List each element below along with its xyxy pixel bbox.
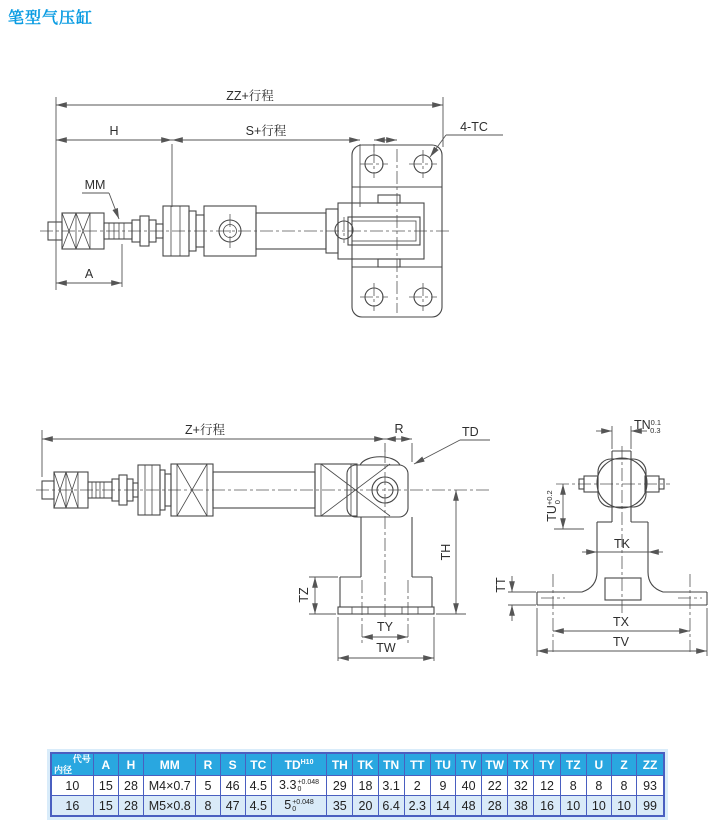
cell-tu: 9 [430, 776, 455, 796]
cell-h: 28 [118, 796, 143, 817]
cell-tx: 32 [508, 776, 534, 796]
col-header-z: Z [611, 753, 636, 776]
dim-label-a: A [84, 267, 94, 281]
cell-s: 46 [220, 776, 245, 796]
cell-tt: 2.3 [404, 796, 430, 817]
col-header-tc: TC [245, 753, 271, 776]
cell-z: 8 [611, 776, 636, 796]
corner-header [51, 753, 93, 776]
cell-zz: 99 [637, 796, 664, 817]
col-header-a: A [93, 753, 118, 776]
col-header-tn: TN [378, 753, 404, 776]
col-header-ty: TY [534, 753, 560, 776]
cell-td: 3.3 +0.048 0 [271, 776, 326, 796]
corner-label-code: 代号 [72, 754, 91, 764]
cell-tk: 18 [353, 776, 378, 796]
cell-a: 15 [93, 776, 118, 796]
col-header-tw: TW [482, 753, 508, 776]
cell-tv: 48 [456, 796, 482, 817]
col-header-zz: ZZ [637, 753, 664, 776]
table-row-bore-16 [51, 796, 664, 817]
cell-zz: 93 [637, 776, 664, 796]
label-mm: MM [84, 178, 106, 192]
cell-ty: 16 [534, 796, 560, 817]
col-header-th: TH [327, 753, 353, 776]
table-header-row [51, 753, 664, 776]
cell-tw: 28 [482, 796, 508, 817]
col-header-tk: TK [353, 753, 378, 776]
table-row-bore-10 [51, 776, 664, 796]
dimension-table [50, 752, 665, 817]
cell-tz: 8 [560, 776, 586, 796]
cell-tu: 14 [430, 796, 455, 817]
cell-mm: M4×0.7 [144, 776, 196, 796]
dim-label-tv: TV [613, 635, 629, 649]
foot-view-drawing [36, 422, 492, 661]
col-header-tx: TX [508, 753, 534, 776]
label-4tc: 4-TC [460, 120, 488, 134]
col-header-h: H [118, 753, 143, 776]
col-header-u: U [586, 753, 611, 776]
cell-tk: 20 [353, 796, 378, 817]
cell-r: 8 [196, 796, 220, 817]
cell-h: 28 [118, 776, 143, 796]
col-header-tv: TV [456, 753, 482, 776]
dim-label-r: R [394, 422, 404, 436]
dim-label-tt: TT [494, 577, 508, 593]
dim-label-zz: ZZ+行程 [226, 89, 274, 103]
cell-th: 29 [327, 776, 353, 796]
dim-label-h: H [109, 124, 119, 138]
cell-u: 8 [586, 776, 611, 796]
dim-label-ty: TY [377, 620, 393, 634]
dim-label-tz: TZ [297, 587, 311, 603]
cell-tc: 4.5 [245, 796, 271, 817]
cell-r: 5 [196, 776, 220, 796]
dim-label-tn: $TN^{0.1}$ 0.3 [634, 418, 662, 435]
cell-tz: 10 [560, 796, 586, 817]
cell-td: 5 +0.048 0 [271, 796, 326, 817]
dim-label-th: TH [439, 543, 453, 561]
cell-bore: 10 [51, 776, 93, 796]
col-header-r: R [196, 753, 220, 776]
dim-label-tx: TX [613, 615, 629, 629]
label-td: TD [462, 425, 479, 439]
cell-s: 47 [220, 796, 245, 817]
cell-tx: 38 [508, 796, 534, 817]
cell-tt: 2 [404, 776, 430, 796]
cell-ty: 12 [534, 776, 560, 796]
dim-label-tu: $TU^{+0.2}0$ [545, 490, 562, 522]
cell-th: 35 [327, 796, 353, 817]
col-header-td: $TD^{H10}$ [271, 753, 326, 776]
cell-z: 10 [611, 796, 636, 817]
col-header-tz: TZ [560, 753, 586, 776]
col-header-s: S [220, 753, 245, 776]
corner-label-bore: 内径 [54, 765, 73, 775]
cell-u: 10 [586, 796, 611, 817]
dim-label-z: Z+行程 [185, 423, 225, 437]
cell-a: 15 [93, 796, 118, 817]
side-view-drawing [40, 89, 503, 317]
cell-bore: 16 [51, 796, 93, 817]
dim-label-tk: TK [614, 537, 630, 551]
center-boss [605, 578, 641, 600]
page-title: 笔型气压缸 [8, 10, 94, 27]
cell-tv: 40 [456, 776, 482, 796]
dim-label-s: S+行程 [245, 124, 287, 138]
cell-tw: 22 [482, 776, 508, 796]
cell-tn: 6.4 [378, 796, 404, 817]
dim-label-tw: TW [376, 641, 396, 655]
cell-tc: 4.5 [245, 776, 271, 796]
col-header-tu: TU [430, 753, 455, 776]
cell-mm: M5×0.8 [144, 796, 196, 817]
col-header-mm: MM [144, 753, 196, 776]
cell-tn: 3.1 [378, 776, 404, 796]
end-view-drawing [494, 418, 707, 656]
col-header-tt: TT [404, 753, 430, 776]
